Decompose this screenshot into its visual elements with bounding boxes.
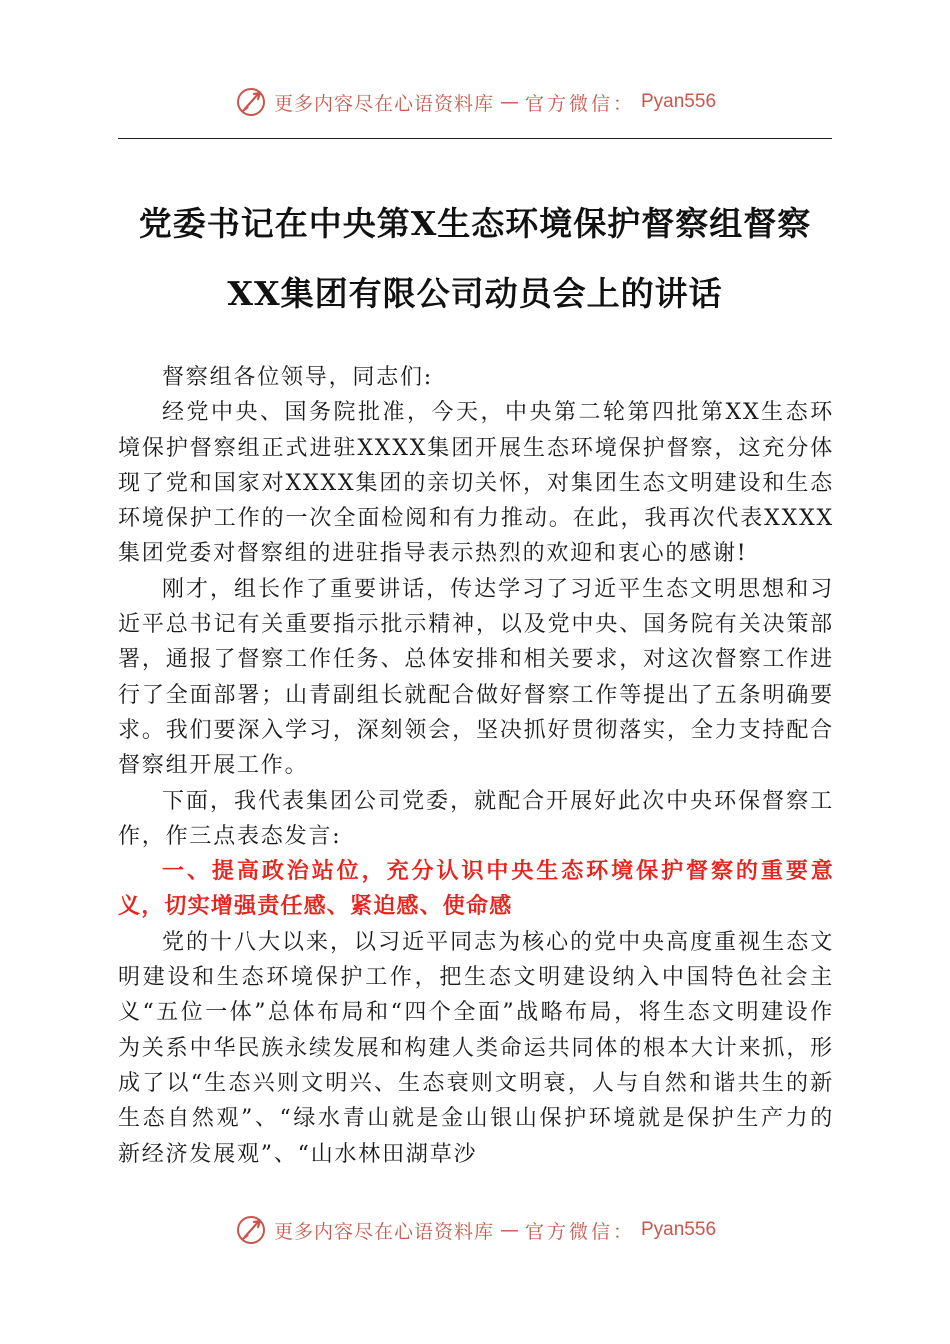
paragraph-3: 下面，我代表集团公司党委，就配合开展好此次中央环保督察工作，作三点表态发言: [118,788,834,849]
header-watermark-banner [0,80,950,124]
banner-wechat-id: Pyan556 [641,91,717,112]
paragraph-1: 经党中央、国务院批准，今天，中央第二轮第四批第XX生态环境保护督察组正式进驻XXXX集团开展生态环境保护督察，这充分体现了党和国家对XXXX集团的亲切关怀，对集团生态文明建设和生态环境保护工作的一次全面检阅和有力推动。在此，我再次代表XXXX集团党委对督察组的进驻指导表示热烈的欢迎和衷心的感谢! [118,400,834,567]
document-title-line2: XX集团有限公司动员会上的讲话 [227,274,723,313]
quill-pen-icon [234,85,268,119]
banner-wechat-id: Pyan556 [641,1219,717,1240]
document-body [118,360,834,1172]
footer-watermark-banner [0,1208,950,1252]
header-divider [118,138,832,139]
section-heading-1: 一、提高政治站位，充分认识中央生态环境保护督察的重要意义，切实增强责任感、紧迫感、使命感 [118,859,834,920]
banner-separator: — [499,91,519,113]
quill-pen-icon [234,1213,268,1247]
paragraph-2: 刚才，组长作了重要讲话，传达学习了习近平生态文明思想和习近平总书记有关重要指示批示精神，以及党中央、国务院有关决策部署，通报了督察工作任务、总体安排和相关要求，对这次督察工作进行了全面部署；山青副组长就配合做好督察工作等提出了五条明确要求。我们要深入学习，深刻领会，坚决抓好贯彻落实，全力支持配合督察组开展工作。 [118,576,834,779]
banner-wechat-label: 官方微信： [524,92,635,115]
banner-promo-text: 更多内容尽在心语资料库 [273,92,494,115]
document-title-line1: 党委书记在中央第X生态环境保护督察组督察 [138,204,812,243]
banner-promo-text: 更多内容尽在心语资料库 [273,1220,494,1243]
banner-wechat-label: 官方微信： [524,1220,635,1243]
salutation: 督察组各位领导，同志们: [162,365,434,390]
banner-separator: — [499,1219,519,1241]
paragraph-4: 党的十八大以来，以习近平同志为核心的党中央高度重视生态文明建设和生态环境保护工作，把生态文明建设纳入中国特色社会主义“五位一体”总体布局和“四个全面”战略布局，将生态文明建设作为关系中华民族永续发展和构建人类命运共同体的根本大计来抓，形成了以“生态兴则文明兴、生态衰则文明衰，人与自然和谐共生的新生态自然观”、“绿水青山就是金山银山保护环境就是保护生产力的新经济发展观”、“山水林田湖草沙 [118,929,834,1167]
